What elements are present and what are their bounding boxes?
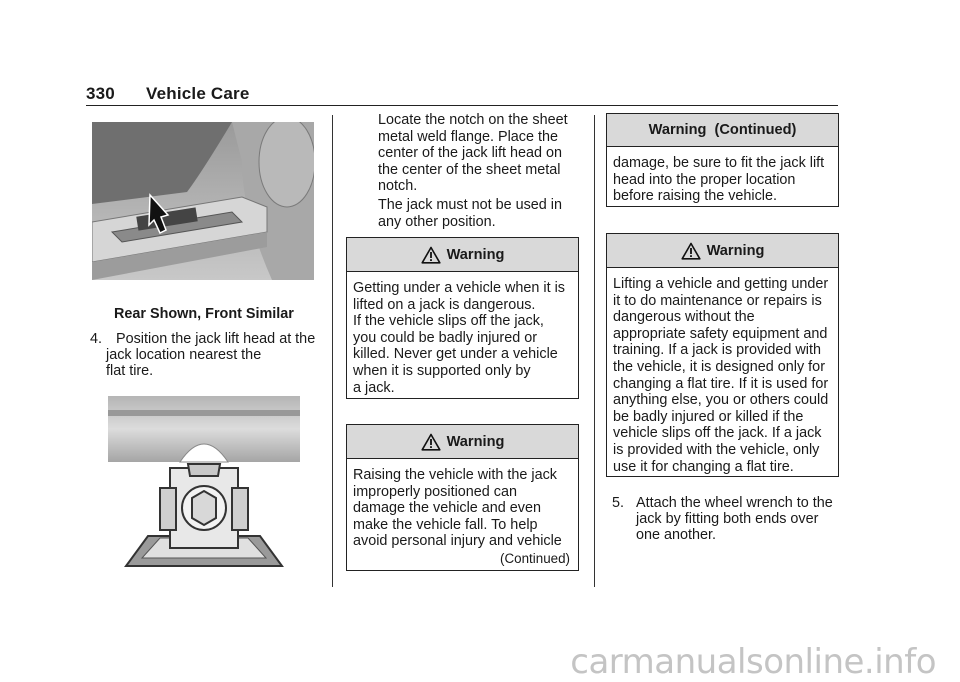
step-4-line-1: Position the jack lift head at the: [116, 331, 316, 347]
text-line: If the vehicle slips off the jack,: [353, 313, 544, 330]
warning-header: [347, 238, 578, 272]
warning-header: [607, 114, 838, 147]
jack-head-illustration: [108, 396, 300, 576]
notch-paragraph: [378, 112, 568, 195]
column-divider-1: [332, 115, 333, 587]
warning-body: [347, 272, 578, 396]
text-line: damage the vehicle and even: [353, 500, 542, 517]
warning-triangle-icon: [681, 242, 701, 260]
text-line: Getting under a vehicle when it is: [353, 280, 565, 296]
text-line: training. If a jack is provided with: [613, 342, 821, 359]
step-5-line-2: jack by fitting both ends over: [636, 511, 819, 527]
step-5-line-1: Attach the wheel wrench to the: [636, 495, 833, 511]
position-paragraph: [378, 197, 562, 230]
text-line: anything else, you or others could: [613, 392, 829, 409]
figure-caption: Rear Shown, Front Similar: [114, 306, 294, 322]
text-line: The jack must not be used in: [378, 197, 562, 213]
warning-body: [607, 147, 838, 205]
jack-location-illustration: [92, 122, 314, 280]
text-line: avoid personal injury and vehicle: [353, 533, 562, 550]
text-line: the vehicle, it is designed only for: [613, 358, 825, 375]
step-4-number: 4.: [90, 331, 103, 347]
text-line: make the vehicle fall. To help: [353, 516, 538, 533]
text-line: the center of the sheet metal: [378, 161, 561, 178]
watermark-text: carmanualsonline.info: [570, 642, 936, 682]
text-line: when it is supported only by: [353, 362, 531, 379]
text-line: any other position.: [378, 213, 496, 230]
text-line: head into the proper location: [613, 171, 796, 188]
text-line: lifted on a jack is dangerous.: [353, 296, 536, 313]
text-line: use it for changing a flat tire.: [613, 458, 794, 475]
warning-box-1: [346, 237, 579, 399]
warning-title: Warning: [446, 433, 505, 450]
text-line: damage, be sure to fit the jack lift: [613, 155, 825, 171]
text-line: before raising the vehicle.: [613, 188, 777, 205]
warning-box-continued: [606, 113, 839, 207]
text-line: changing a flat tire. If it is used for: [613, 375, 829, 392]
header-rule: [86, 105, 838, 106]
warning-triangle-icon: [421, 433, 441, 451]
text-line: vehicle slips off the jack. If a jack: [613, 425, 822, 442]
text-line: center of the jack lift head on: [378, 145, 562, 162]
text-line: it to do maintenance or repairs is: [613, 292, 822, 309]
text-line: improperly positioned can: [353, 483, 517, 500]
page-header: [86, 84, 250, 104]
column-divider-2: [594, 115, 595, 587]
warning-body: [607, 268, 838, 475]
page-number: 330: [86, 84, 115, 103]
warning-body: [347, 459, 578, 568]
step-4-line-3: flat tire.: [106, 363, 154, 379]
section-title: Vehicle Care: [146, 84, 250, 103]
warning-header: [347, 425, 578, 459]
warning-title: Warning: [706, 242, 765, 259]
warning-triangle-icon: [421, 246, 441, 264]
text-line: appropriate safety equipment and: [613, 325, 828, 342]
watermark: [0, 642, 960, 682]
text-line: is provided with the vehicle, only: [613, 441, 820, 458]
text-line: Locate the notch on the sheet: [378, 112, 568, 128]
text-line: notch.: [378, 178, 418, 195]
continued-label: (Continued): [500, 550, 570, 566]
text-line: dangerous without the: [613, 309, 755, 326]
step-4-line-2: jack location nearest the: [106, 347, 262, 363]
text-line: metal weld flange. Place the: [378, 128, 558, 145]
warning-title: Warning (Continued): [648, 122, 797, 138]
text-line: you could be badly injured or: [353, 329, 538, 346]
warning-box-2: [346, 424, 579, 571]
text-line: a jack.: [353, 379, 395, 396]
warning-title: Warning: [446, 246, 505, 263]
step-5-number: 5.: [612, 495, 625, 511]
step-5-line-3: one another.: [636, 527, 717, 543]
text-line: Lifting a vehicle and getting under: [613, 276, 829, 292]
warning-header: [607, 234, 838, 268]
text-line: be badly injured or killed if the: [613, 408, 804, 425]
warning-box-3: [606, 233, 839, 477]
text-line: killed. Never get under a vehicle: [353, 346, 558, 363]
text-line: Raising the vehicle with the jack: [353, 467, 557, 483]
